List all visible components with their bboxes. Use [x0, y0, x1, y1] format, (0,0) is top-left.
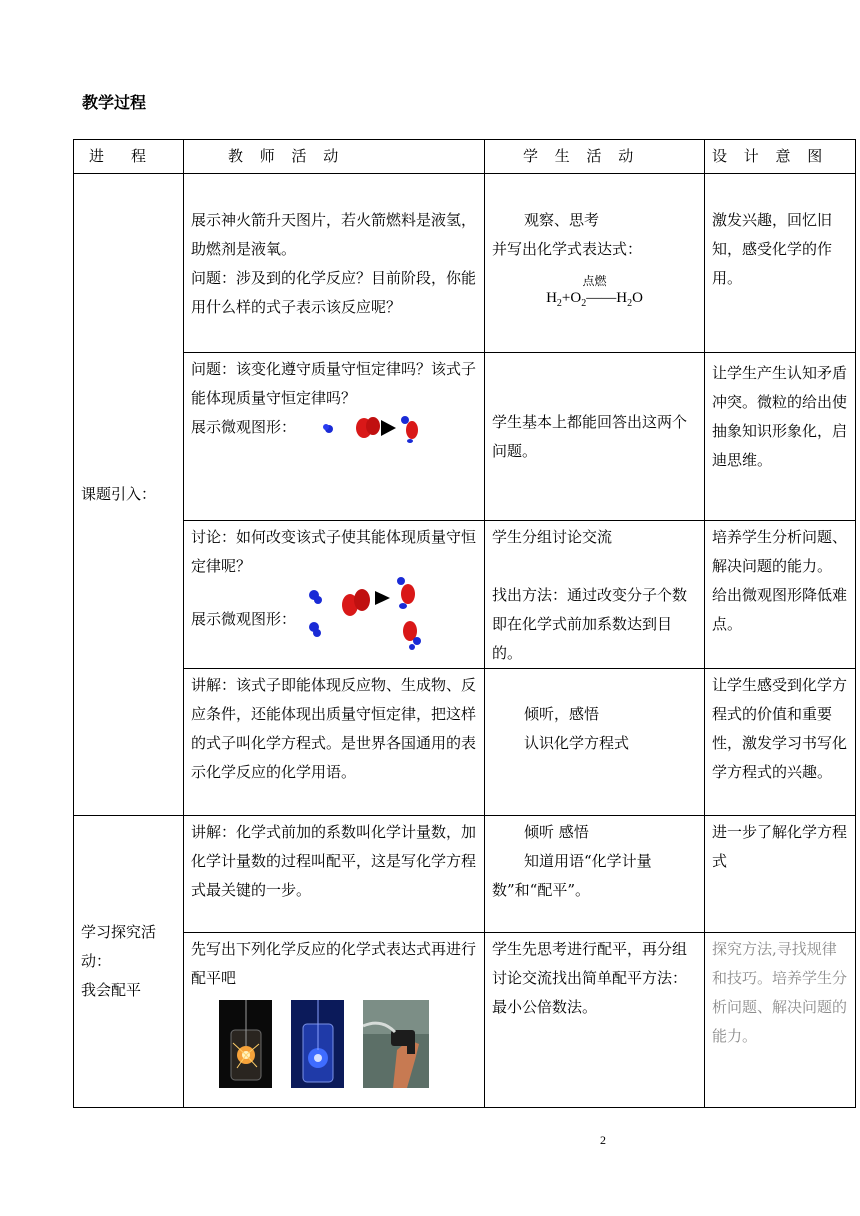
molecule-diagram-1	[321, 411, 431, 443]
reaction-condition: 点燃	[582, 274, 607, 288]
r2-intent: 让学生产生认知矛盾冲突。微粒的给出使抽象知识形象化，启迪思维。	[705, 353, 856, 521]
header-intent: 设 计 意 图	[705, 140, 856, 174]
header-process: 进 程	[74, 140, 184, 174]
hand-held-tool-photo	[363, 1000, 429, 1088]
r6-student: 学生先思考进行配平，再分组讨论交流找出简单配平方法：最小公倍数法。	[485, 933, 705, 1108]
r5-student: 倾听 感悟 知道用语“化学计量数”和“配平”。	[485, 816, 705, 933]
r4-intent: 让学生感受到化学方程式的价值和重要性，激发学习书写化学方程式的兴趣。	[705, 669, 856, 816]
arrow-icon	[375, 591, 390, 605]
phase-intro: 课题引入：	[74, 174, 184, 816]
water-molecule-icon	[406, 421, 418, 439]
r4-student: 倾听，感悟 认识化学方程式	[485, 669, 705, 816]
r2-student: 学生基本上都能回答出这两个问题。	[485, 353, 705, 521]
r1-intent: 激发兴趣，回忆旧知，感受化学的作用。	[705, 174, 856, 353]
r5-teacher: 讲解：化学式前加的系数叫化学计量数，加化学计量数的过程叫配平，这是写化学方程式最关键的一步。	[184, 816, 485, 933]
r4-teacher: 讲解：该式子即能体现反应物、生成物、反应条件，还能体现出质量守恒定律，把这样的式子叫化学方程式。是世界各国通用的表示化学反应的化学用语。	[184, 669, 485, 816]
chemical-formula: $H_2+O_2——H_2O$	[546, 290, 643, 309]
r3-teacher: 讨论：如何改变该式子使其能体现质量守恒定律呢？ 展示微观图形：	[184, 521, 485, 669]
molecule-diagram-2	[304, 575, 444, 655]
r3-intent: 培养学生分析问题、解决问题的能力。 给出微观图形降低难点。	[705, 521, 856, 669]
teaching-process-table	[73, 139, 856, 1108]
r1-teacher: 展示神火箭升天图片，若火箭燃料是液氢，助燃剂是液氧。 问题：涉及到的化学反应？目前阶段，你能用什么样的式子表示该反应呢？	[184, 174, 485, 353]
blue-flame-bottle-photo	[291, 1000, 344, 1088]
r6-teacher: 先写出下列化学反应的化学式表达式再进行配平吧	[184, 933, 485, 1108]
water-molecule-icon	[401, 584, 415, 604]
phase-explore: 学习探究活 动： 我会配平	[74, 816, 184, 1108]
r2-teacher: 问题：该变化遵守质量守恒定律吗？该式子能体现质量守恒定律吗？ 展示微观图形：	[184, 353, 485, 521]
sparkler-bottle-photo	[219, 1000, 272, 1088]
arrow-icon	[381, 420, 396, 436]
section-title: 教学过程	[82, 93, 147, 112]
page-number: 2	[600, 1133, 606, 1147]
header-teacher: 教 师 活 动	[184, 140, 485, 174]
r6-intent: 探究方法,寻找规律和技巧。培养学生分析问题、解决问题的能力。	[705, 933, 856, 1108]
header-student: 学 生 活 动	[485, 140, 705, 174]
r1-student: 观察、思考 并写出化学式表达式： 点燃 $H_2+O_2——H_2O$	[485, 174, 705, 353]
r5-intent: 进一步了解化学方程式	[705, 816, 856, 933]
r3-student: 学生分组讨论交流 找出方法：通过改变分子个数即在化学式前加系数达到目的。	[485, 521, 705, 669]
